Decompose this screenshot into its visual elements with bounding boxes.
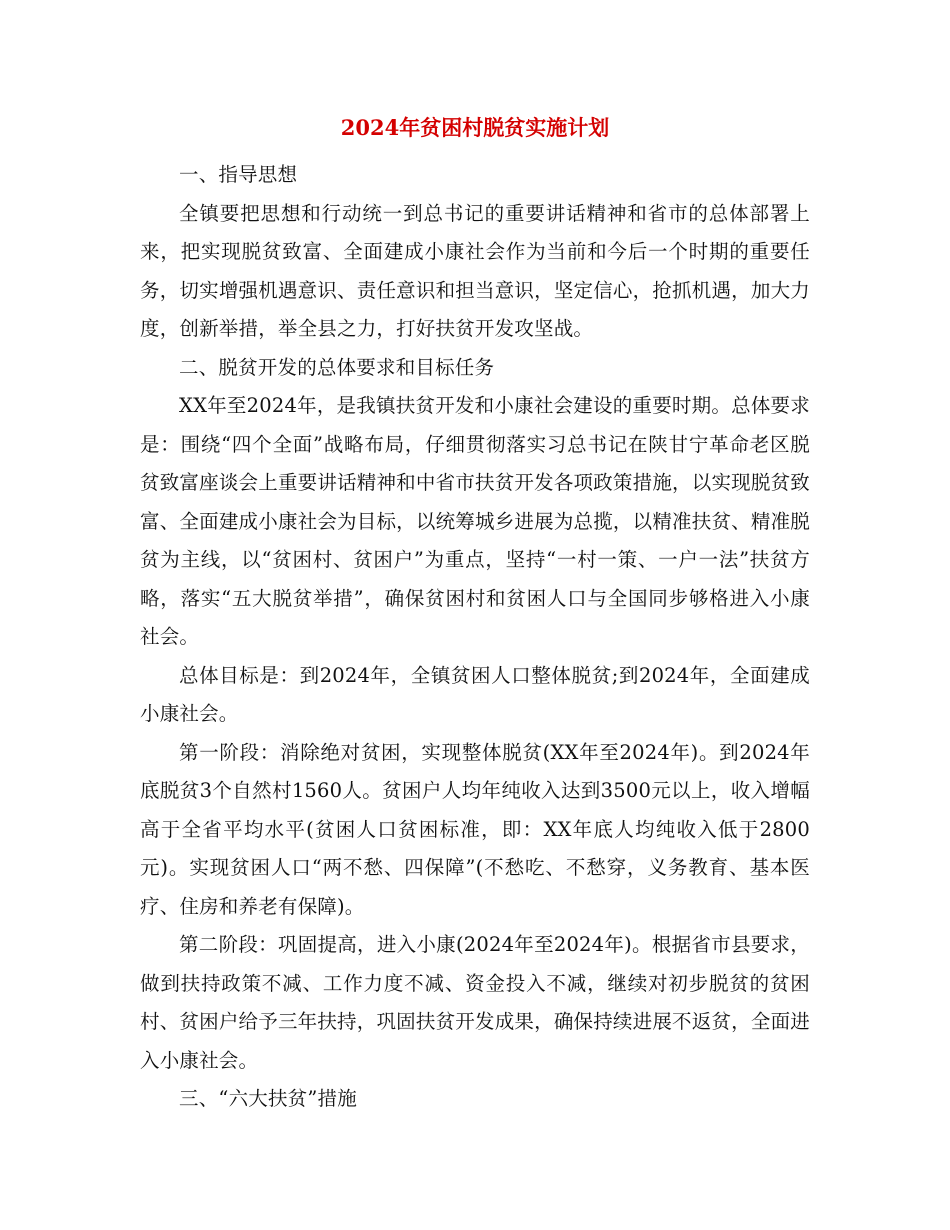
paragraph-guiding-ideology: 全镇要把思想和行动统一到总书记的重要讲话精神和省市的总体部署上来，把实现脱贫致富、全面建成小康社会作为当前和今后一个时期的重要任务，切实增强机遇意识、责任意识和担当意识，坚定信心，抢抓机遇，加大力度，创新举措，举全县之力，打好扶贫开发攻坚战。 — [140, 201, 810, 340]
paragraph-overall-requirements: XX年至2024年，是我镇扶贫开发和小康社会建设的重要时期。总体要求是：围绕“四个全面”战略布局，仔细贯彻落实习总书记在陕甘宁革命老区脱贫致富座谈会上重要讲话精神和中省市扶贫开发各项政策措施，以实现脱贫致富、全面建成小康社会为目标，以统筹城乡进展为总揽，以精准扶贫、精准脱贫为主线，以“贫困村、贫困户”为重点，坚持“一村一策、一户一法”扶贫方略，落实“五大脱贫举措”，确保贫困村和贫困人口与全国同步够格进入小康社会。 — [140, 394, 810, 648]
document-title: 2024年贫困村脱贫实施计划 — [340, 115, 610, 140]
paragraph-phase-two: 第二阶段：巩固提高，进入小康(2024年至2024年)。根据省市县要求，做到扶持政策不减、工作力度不减、资金投入不减，继续对初步脱贫的贫困村、贫困户给予三年扶持，巩固扶贫开发成果，确保持续进展不返贫，全面进入小康社会。 — [140, 933, 810, 1072]
heading-guiding-ideology: 一、指导思想 — [179, 163, 298, 186]
heading-six-measures: 三、“六大扶贫”措施 — [179, 1087, 357, 1110]
paragraph-phase-one: 第一阶段：消除绝对贫困，实现整体脱贫(XX年至2024年)。到2024年底脱贫3个自然村1560人。贫困户人均年纯收入达到3500元以上，收入增幅高于全省平均水平(贫困人口贫困标准，即：XX年底人均纯收入低于2800元)。实现贫困人口“两不愁、四保障”(不愁吃、不愁穿，义务教育、基本医疗、住房和养老有保障)。 — [140, 740, 810, 918]
heading-overall-requirements: 二、脱贫开发的总体要求和目标任务 — [179, 355, 495, 379]
paragraph-overall-goal: 总体目标是：到2024年，全镇贫困人口整体脱贫;到2024年，全面建成小康社会。 — [140, 663, 810, 725]
